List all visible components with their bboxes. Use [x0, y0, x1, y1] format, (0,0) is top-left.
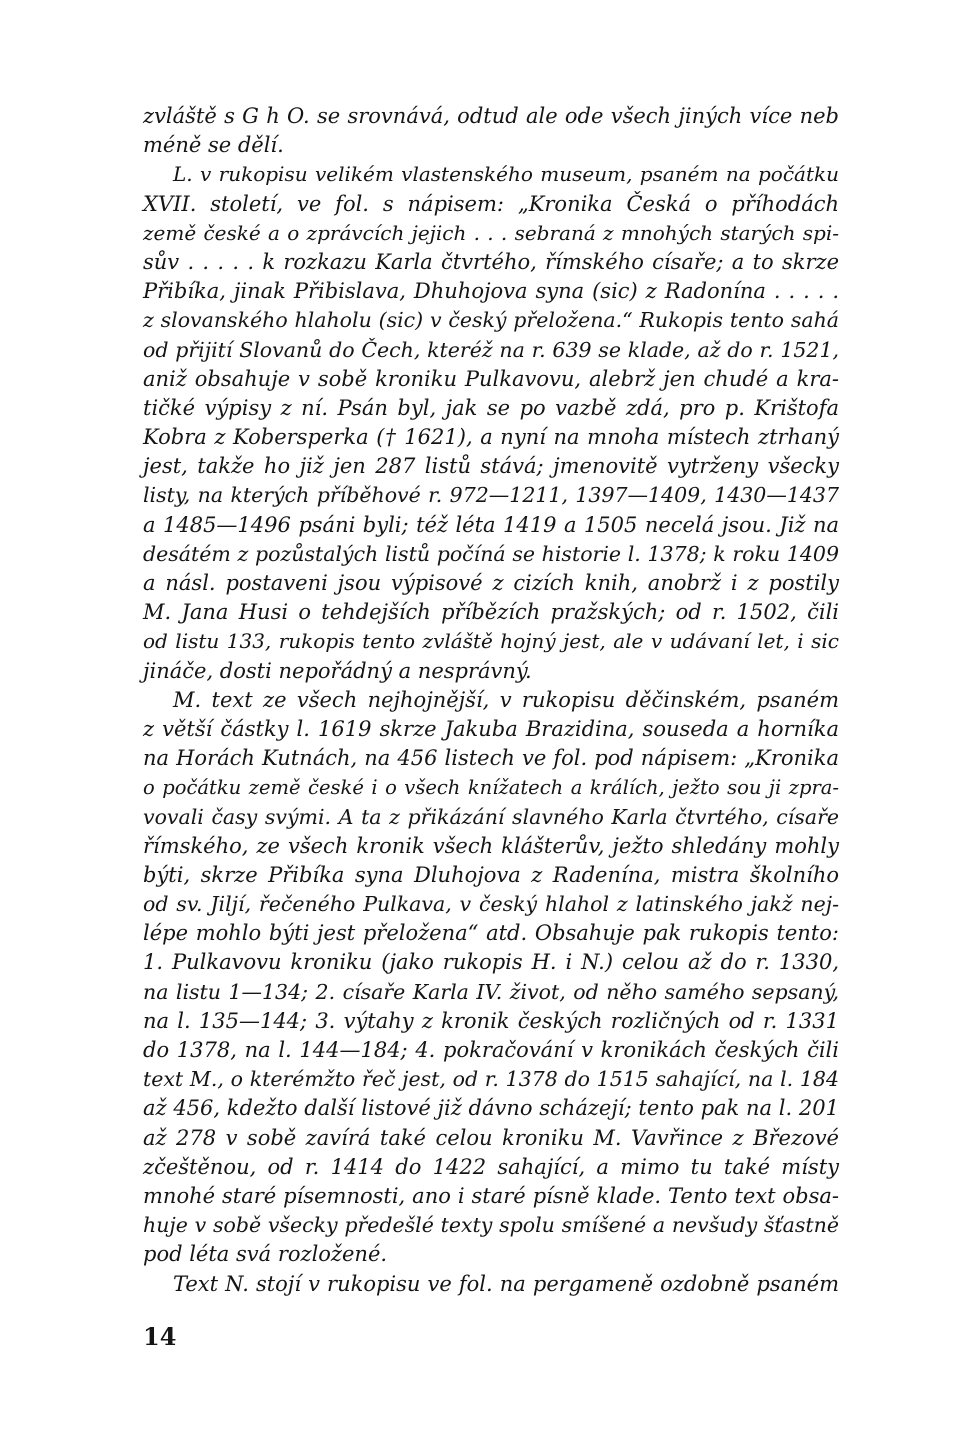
text-line: do 1378, na l. 144—184; 4. pokračování v kronikách českých čili: [143, 1038, 839, 1062]
text-line: a 1485—1496 psáni byli; též léta 1419 a 1505 necelá jsou. Již na: [143, 512, 839, 537]
text-line: sův . . . . . k rozkazu Karla čtvrtého, římského císaře; a to skrze: [143, 249, 839, 274]
text-line: méně se dělí.: [143, 133, 284, 158]
text-line: tičké výpisy z ní. Psán byl, jak se po vazbě zdá, pro p. Krištofa: [143, 395, 839, 420]
text-line: země české a o zprávcích jejich . . . sebraná z mnohých starých spi-: [143, 220, 839, 245]
text-line: jest, takže ho již jen 287 listů stává; jmenovitě vytrženy všecky: [143, 454, 839, 479]
text-line: M. text ze všech nejhojnější, v rukopisu děčinském, psaném: [173, 687, 839, 712]
text-line: až 456, kdežto další listové již dávno scházejí; tento pak na l. 201: [143, 1096, 839, 1121]
text-line: Text N. stojí v rukopisu ve fol. na pergameně ozdobně psaném: [173, 1271, 839, 1296]
text-line: aniž obsahuje v sobě kroniku Pulkavovu, alebrž jen chudé a kra-: [143, 366, 839, 391]
text-line: Kobra z Kobersperka († 1621), a nyní na mnoha místech ztrhaný: [143, 425, 839, 450]
text-line: vovali časy svými. A ta z přikázání slavného Karla čtvrtého, císaře: [143, 804, 839, 829]
text-line: L. v rukopisu velikém vlastenského museum, psaném na počátku: [173, 162, 839, 187]
text-line: zvláště s G h O. se srovnává, odtud ale ode všech jiných více neb: [143, 104, 839, 128]
text-line: římského, ze všech kronik všech klášterův, ježto shledány mohly: [143, 833, 839, 858]
body-text: [143, 102, 839, 1299]
text-line: o počátku země české i o všech knížatech a králích, ježto sou ji zpra-: [143, 776, 839, 800]
text-line: listy, na kterých příběhové r. 972—1211, 1397—1409, 1430—1437: [143, 483, 839, 508]
text-line: až 278 v sobě zavírá také celou kroniku M. Vavřince z Březové: [143, 1125, 839, 1150]
text-line: lépe mohlo býti jest přeložena“ atd. Obsahuje pak rukopis tento:: [143, 921, 839, 946]
text-line: mnohé staré písemnosti, ano i staré písně klade. Tento text obsa-: [143, 1183, 839, 1208]
text-line: zčeštěnou, od r. 1414 do 1422 sahající, a mimo tu také místy: [143, 1154, 839, 1179]
text-line: od sv. Jiljí, řečeného Pulkava, v český hlahol z latinského jakž nej-: [143, 892, 839, 917]
page-number: 14: [143, 1322, 177, 1351]
text-line: na Horách Kutnách, na 456 listech ve fol. pod nápisem: „Kronika: [143, 746, 839, 771]
text-line: XVII. století, ve fol. s nápisem: „Kronika Česká o příhodách: [143, 191, 839, 216]
text-line: pod léta svá rozložené.: [143, 1242, 388, 1267]
text-line: M. Jana Husi o tehdejších příbězích pražských; od r. 1502, čili: [143, 600, 839, 625]
text-line: jináče, dosti nepořádný a nesprávný.: [143, 658, 532, 683]
text-line: huje v sobě všecky předešlé texty spolu smíšené a nevšudy šťastně: [143, 1213, 839, 1238]
text-line: na l. 135—144; 3. výtahy z kronik českých rozličných od r. 1331: [143, 1008, 839, 1033]
text-line: z větší částky l. 1619 skrze Jakuba Brazidina, souseda a horníka: [143, 716, 839, 741]
text-line: desátém z pozůstalých listů počíná se historie l. 1378; k roku 1409: [143, 541, 839, 566]
text-line: na listu 1—134; 2. císaře Karla IV. život, od něho samého sepsaný,: [143, 979, 839, 1004]
text-line: 1. Pulkavovu kroniku (jako rukopis H. i N.) celou až do r. 1330,: [143, 950, 839, 975]
text-line: od listu 133, rukopis tento zvláště hojný jest, ale v udávaní let, i sic: [143, 629, 839, 654]
text-line: Přibíka, jinak Přibislava, Dhuhojova syna (sic) z Radonína . . . . .: [143, 279, 839, 304]
text-line: a násl. postaveni jsou výpisové z cizích knih, anobrž i z postily: [143, 571, 839, 595]
text-line: z slovanského hlaholu (sic) v český přeložena.“ Rukopis tento sahá: [143, 308, 839, 333]
text-line: býti, skrze Přibíka syna Dluhojova z Radenína, mistra školního: [143, 862, 839, 887]
text-line: text M., o kterémžto řeč jest, od r. 1378 do 1515 sahající, na l. 184: [143, 1067, 839, 1092]
text-line: od přijití Slovanů do Čech, kteréž na r. 639 se klade, až do r. 1521,: [143, 337, 839, 362]
